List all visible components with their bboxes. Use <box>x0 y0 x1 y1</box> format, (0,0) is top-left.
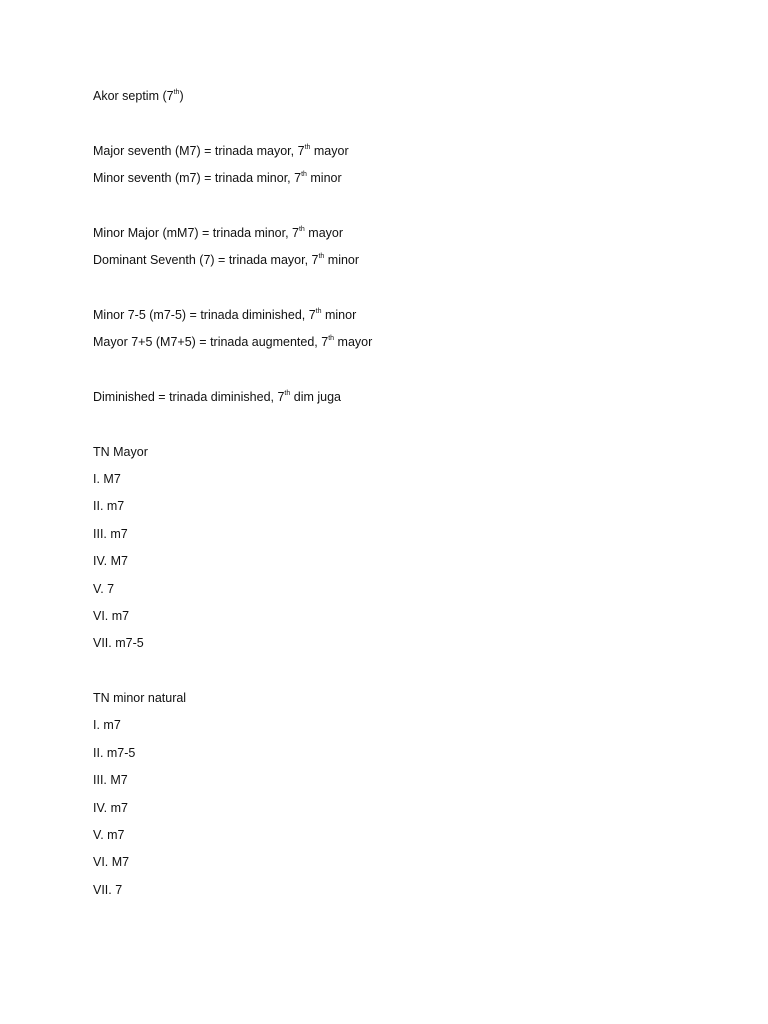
tn-mayor-item: VII. m7-5 <box>93 636 144 650</box>
chord-line-mayor-7-plus-5: Mayor 7+5 (M7+5) = trinada augmented, 7th mayor <box>93 334 373 349</box>
tn-mayor-item: I. M7 <box>93 472 121 486</box>
tn-minor-item: IV. m7 <box>93 801 128 815</box>
tn-mayor-item: V. 7 <box>93 582 115 596</box>
chord-line-major-seventh: Major seventh (M7) = trinada mayor, 7th mayor <box>93 143 349 158</box>
chord-line-minor-7-5: Minor 7-5 (m7-5) = trinada diminished, 7th minor <box>93 307 357 322</box>
tn-minor-heading: TN minor natural <box>93 691 187 705</box>
document-title <box>93 88 184 104</box>
tn-mayor-item: II. m7 <box>93 499 125 513</box>
tn-minor-item: III. M7 <box>93 773 128 787</box>
tn-mayor-heading: TN Mayor <box>93 445 148 459</box>
title-superscript: th <box>173 88 180 96</box>
tn-mayor-item: III. m7 <box>93 527 128 541</box>
chord-line-diminished: Diminished = trinada diminished, 7th dim juga <box>93 389 341 404</box>
tn-minor-item: VII. 7 <box>93 883 123 897</box>
tn-mayor-item: IV. M7 <box>93 554 128 568</box>
tn-minor-item: II. m7-5 <box>93 746 136 760</box>
title-text: Akor septim (7 <box>93 89 174 103</box>
chord-line-dominant-seventh: Dominant Seventh (7) = trinada mayor, 7th minor <box>93 252 360 267</box>
tn-minor-item: V. m7 <box>93 828 125 842</box>
tn-minor-item: VI. M7 <box>93 855 130 869</box>
tn-minor-item: I. m7 <box>93 718 121 732</box>
title-tail: ) <box>179 89 184 103</box>
tn-mayor-item: VI. m7 <box>93 609 130 623</box>
chord-line-minor-major: Minor Major (mM7) = trinada minor, 7th mayor <box>93 225 344 240</box>
document-page <box>93 0 733 1024</box>
chord-line-minor-seventh: Minor seventh (m7) = trinada minor, 7th minor <box>93 170 342 185</box>
